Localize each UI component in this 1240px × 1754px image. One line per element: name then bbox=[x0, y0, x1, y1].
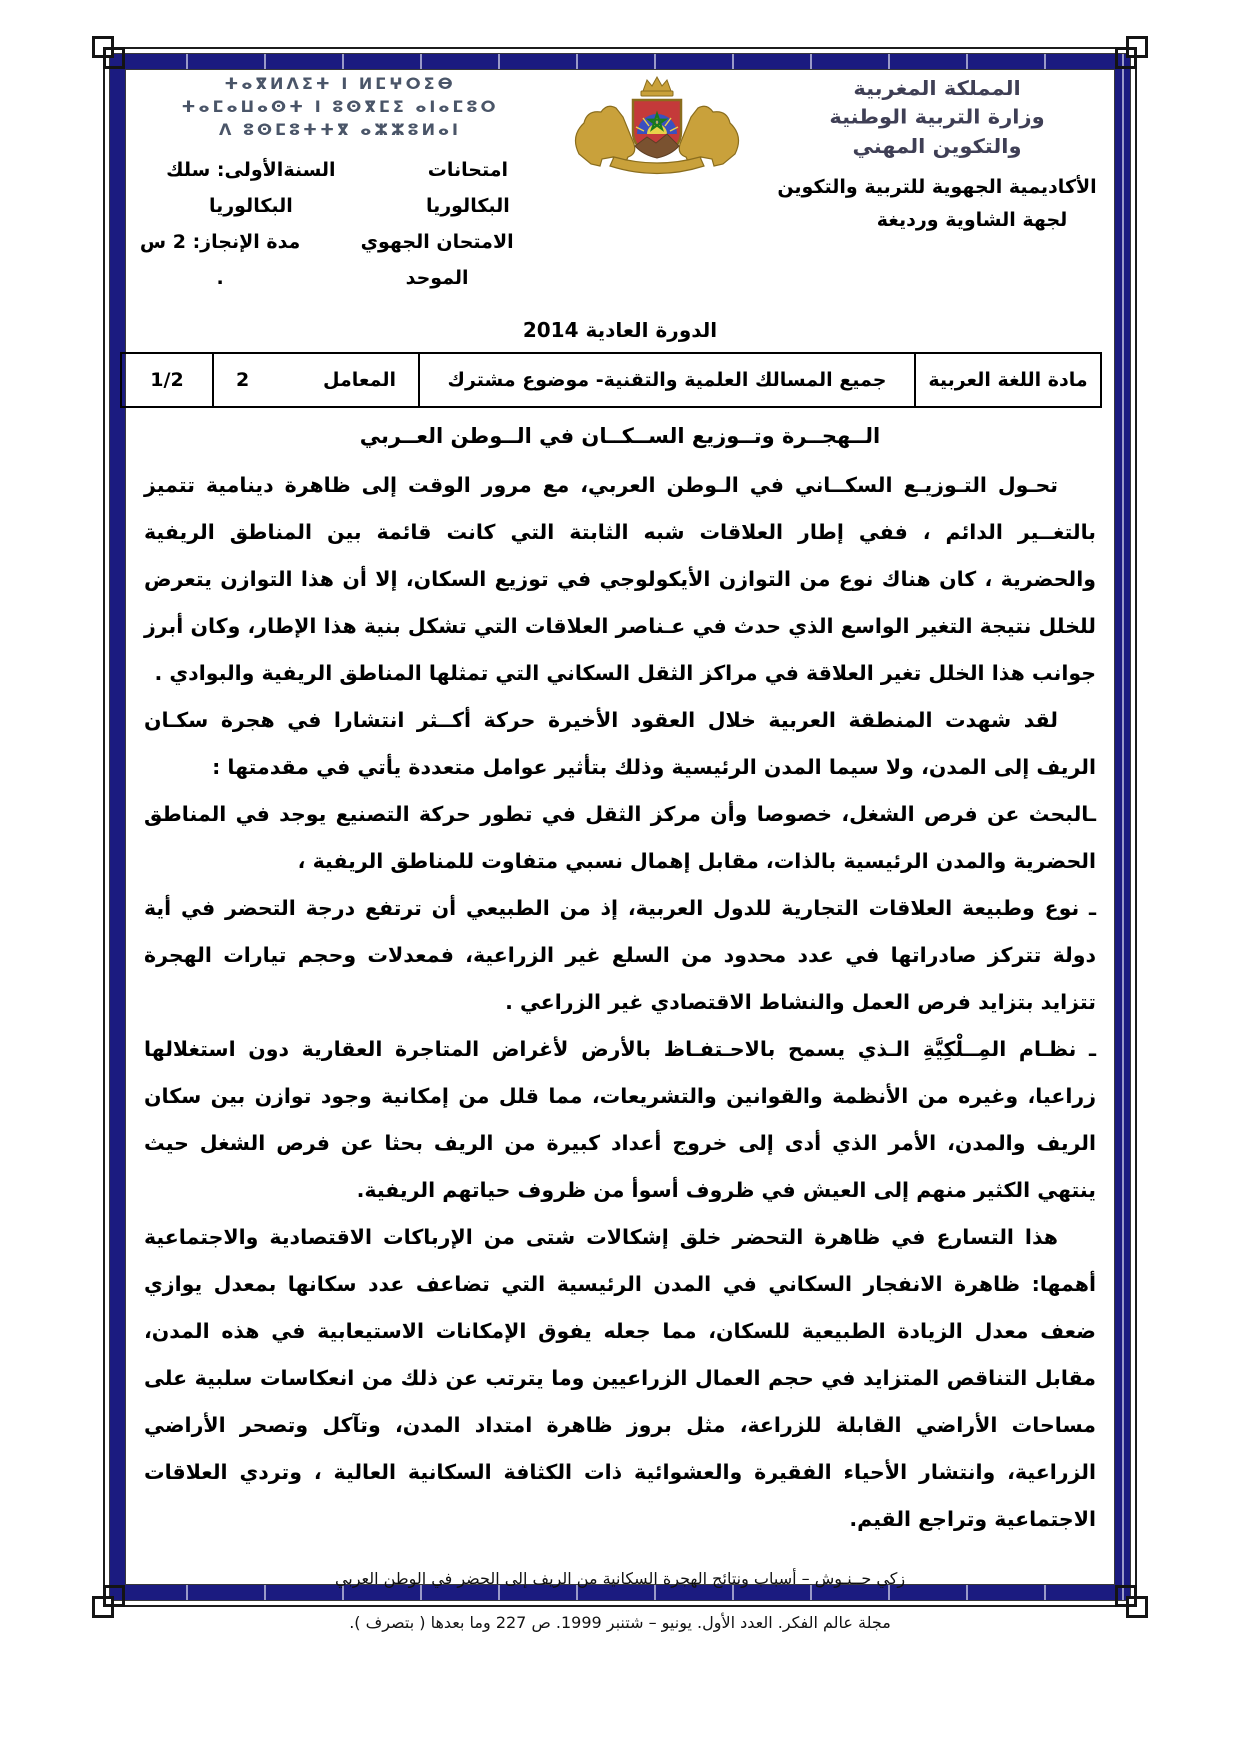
exam-duration: مدة الإنجاز: 2 س . bbox=[139, 230, 301, 289]
kingdom-calligraphy bbox=[772, 74, 1102, 161]
header-right-column bbox=[772, 72, 1102, 236]
border-corner-ornament bbox=[1114, 36, 1148, 70]
paragraph: ـ نوع وطبيعة العلاقات التجارية للدول العربية، إذ من الطبيعي أن ترتفع درجة التحضر في أية دولة تتركز صادراتها في عدد محدود من السلع غير الزراعية، فمعدلات وحجم تيارات الهجرة تتزايد بتزايد فرص العمل والنشاط الاقتصادي غير الزراعي . bbox=[144, 895, 1096, 1014]
streams-cell: جميع المسالك العلمية والتقنية- موضوع مشترك bbox=[419, 353, 915, 407]
header-center-column bbox=[542, 72, 772, 186]
tifinagh-block bbox=[138, 72, 542, 142]
ministry-line-2: والتكوين المهني bbox=[852, 134, 1022, 158]
source-citation bbox=[138, 1557, 1102, 1645]
exam-info-row-2 bbox=[138, 224, 542, 296]
exam-info-table bbox=[120, 352, 1102, 408]
text-title: الــهجــرة وتــوزيع الســكــان في الــوطن العــربي bbox=[359, 423, 881, 448]
coefficient-label: المعامل bbox=[323, 368, 396, 391]
paragraph: ـالبحث عن فرص الشغل، خصوصا وأن مركز الثقل في تطور حركة التصنيع يوجد في المناطق الحضرية والمدن الرئيسية بالذات، مقابل إهمال نسبي متفاوت للمناطق الريفية ، bbox=[144, 801, 1096, 873]
exam-year-cycle: السنةالأولى: سلك البكالوريا bbox=[166, 158, 336, 217]
document-content bbox=[138, 68, 1102, 1632]
border-corner-ornament bbox=[1114, 1584, 1148, 1618]
page-number-cell: 1/2 bbox=[121, 353, 213, 407]
exam-info-block bbox=[138, 152, 542, 296]
border-corner-ornament bbox=[92, 1584, 126, 1618]
tifinagh-line: ⵜⴰⴳⵍⴷⵉⵜ ⵏ ⵍⵎⵖⵔⵉⴱ bbox=[224, 74, 456, 93]
subject-cell: مادة اللغة العربية bbox=[915, 353, 1101, 407]
coefficient-cell bbox=[213, 353, 419, 407]
document-header bbox=[138, 72, 1102, 296]
paragraph: هذا التسارع في ظاهرة التحضر خلق إشكالات شتى من الإرباكات الاقتصادية والاجتماعية أهمها: ظاهرة الانفجار السكاني في المدن الرئيسية التي تضاعف عدد سكانها بمعدل يوازي ضعف معدل الزيادة الطبيعية للسكان، مما جعله يفوق الإمكانات الاستيعابية في هذه المدن، مقابل التناقص المتزايد في حجم العمال الزراعيين وما يترتب عن ذلك من انعكاسات سلبية على مساحات الأراضي القابلة للزراعة، مثل بروز ظاهرة امتداد المدن، وتآكل وتصحر الأراضي الزراعية، وانتشار الأحياء الفقيرة والعشوائية ذات الكثافة السكانية العالية ، وتردي العلاقات الاجتماعية وتراجع القيم. bbox=[144, 1224, 1096, 1531]
academy-block bbox=[772, 171, 1102, 236]
table-row bbox=[121, 353, 1101, 407]
session-title: الدورة العادية 2014 bbox=[522, 317, 718, 342]
border-corner-ornament bbox=[92, 36, 126, 70]
exam-info-row-1 bbox=[138, 152, 542, 224]
tifinagh-line: ⵜⴰⵎⴰⵡⴰⵙⵜ ⵏ ⵓⵙⴳⵎⵉ ⴰⵏⴰⵎⵓⵔ bbox=[181, 97, 499, 117]
academy-region: لجهة الشاوية ورديغة bbox=[876, 208, 1068, 231]
ministry-line: وزارة التربية الوطنية bbox=[829, 106, 1045, 129]
paragraph: ـ نظـام المِــلْكِيَّةِ الـذي يسمح بالاحـتفـاظ بالأرض لأغراض المتاجرة العقارية دون استغلالها زراعيا، وغيره من الأنظمة والقوانين والتشريعات، مما قلل من إمكانية وجود توازن بين سكان الريف والمدن، الأمر الذي أدى إلى خروج أعداد كبيرة من الريف بحثا عن فرص الشغل حيث ينتهي الكثير منهم إلى العيش في ظروف أسوأ من ظروف حياتهم الريفية. bbox=[144, 1036, 1096, 1202]
header-left-column bbox=[138, 72, 542, 296]
citation-author-line: زكي حــنـوش – أسباب ونتائج الهجرة السكانية من الريف إلى الحضر في الوطن العربي bbox=[334, 1568, 906, 1588]
morocco-coat-of-arms-icon bbox=[557, 74, 757, 186]
exam-kind: الامتحان الجهوي الموحد bbox=[360, 230, 514, 289]
academy-name: الأكاديمية الجهوية للتربية والتكوين bbox=[777, 176, 1097, 199]
kingdom-line: المملكة المغربية bbox=[853, 77, 1021, 100]
coefficient-value: 2 bbox=[236, 368, 250, 391]
paragraph: تحـول التـوزيـع السكــاني في الـوطن العربي، مع مرور الوقت إلى ظاهرة دينامية تتميز بالتغــير الدائم ، ففي إطار العلاقات شبه الثابتة التي كانت قائمة بين المناطق الريفية والحضرية ، كان هناك نوع من التوازن الأيكولوجي في توزيع السكان، إلا أن هذا التوازن يتعرض للخلل نتيجة التغير الواسع الذي حدث في عـناصر العلاقات التي تشكل بنية هذا الإطار، وكان أبرز جوانب هذا الخلل تغير العلاقة في مراكز الثقل السكاني التي تمثلها المناطق الريفية والبوادي . bbox=[144, 472, 1096, 685]
tifinagh-line: ⴷ ⵓⵙⵎⵓⵜⵜⴳ ⴰⵣⵣⵓⵍⴰⵏ bbox=[218, 120, 462, 140]
exam-type: امتحانات البكالوريا bbox=[425, 158, 510, 217]
paragraph: لقد شهدت المنطقة العربية خلال العقود الأخيرة حركة أكــثر انتشارا في هجرة سكـان الريف إلى المدن، ولا سيما المدن الرئيسية وذلك بتأثير عوامل متعددة يأتي في مقدمتها : bbox=[144, 707, 1096, 779]
citation-reference-line: مجلة عالم الفكر. العدد الأول. يونيو – شتنبر 1999. ص 227 وما بعدها ( بتصرف ). bbox=[349, 1612, 891, 1632]
